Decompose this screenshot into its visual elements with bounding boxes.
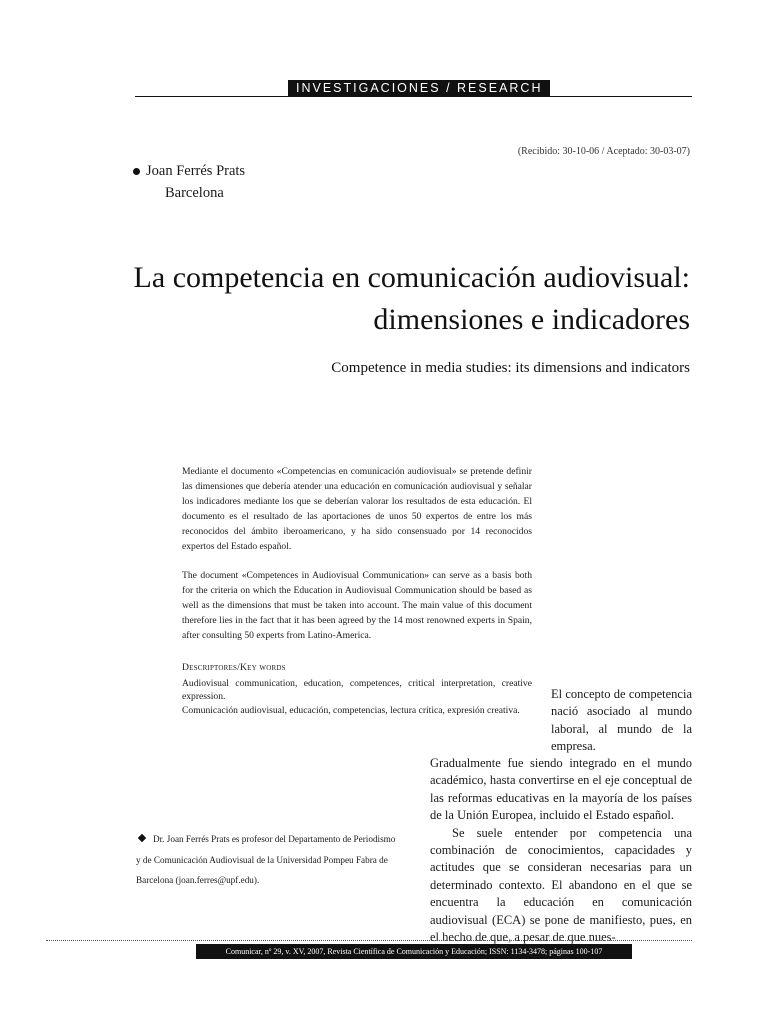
body-paragraph-2: Se suele entender por competencia una combinación de conocimientos, capacidades y actitudes que se consideran necesarias para un determinado contexto. El abandono en el que se encuentra la educación en comunicación audiovisual (ECA) se pone de manifiesto, pues, en el hecho de que, a pesar de que nues-	[430, 825, 692, 945]
body-column	[430, 755, 692, 946]
author-block	[133, 160, 245, 204]
bullet-icon	[133, 168, 140, 175]
footer-dotted-rule	[46, 940, 692, 941]
author-footnote	[136, 829, 396, 891]
diamond-icon	[138, 834, 146, 842]
author-city: Barcelona	[165, 185, 224, 201]
received-accepted-dates: (Recibido: 30-10-06 / Aceptado: 30-03-07)	[517, 146, 690, 157]
journal-footer: Comunicar, nº 29, v. XV, 2007, Revista Científica de Comunicación y Educación; ISSN: 1134-3478; páginas 100-107	[196, 944, 632, 959]
body-paragraph-1-start: El concepto de competencia nació asociado al mundo laboral, al mundo de la empresa.	[551, 687, 692, 754]
keywords-english: Audiovisual communication, education, competences, critical interpretation, creative expression.	[182, 677, 532, 702]
footnote-text: es profesor del Departamento de Periodismo y de Comunicación Audiovisual de la Universidad Pompeu Fabra de Barcelona (joan.ferres@upf.edu).	[136, 834, 396, 885]
article-title: La competencia en comunicación audiovisual: dimensiones e indicadores	[133, 261, 690, 336]
article-subtitle: Competence in media studies: its dimensions and indicators	[331, 360, 690, 376]
footnote-author-name: Dr. Joan Ferrés Prats	[153, 834, 230, 844]
author-name-line	[133, 160, 245, 182]
section-label: INVESTIGACIONES / RESEARCH	[288, 80, 550, 96]
abstract-english: The document «Competences in Audiovisual Communication» can serve as a basis both for the criteria on which the Education in Audiovisual Communication should be based as well as the dimensions that must be taken into account. The main value of this document therefore lies in the fact that it has been agreed by the 14 most renowned experts in Spain, after consulting 50 experts from Latino-America.	[182, 570, 532, 641]
keywords-heading: Descriptores/Key words	[182, 662, 286, 673]
keywords-block	[182, 661, 532, 717]
body-paragraph-1-continued: Gradualmente fue siendo integrado en el mundo académico, hasta convertirse en el eje conceptual de las reformas educativas en la mayoría de los países de la Unión Europea, incluido el Estado español.	[430, 756, 692, 823]
abstract-spanish: Mediante el documento «Competencias en comunicación audiovisual» se pretende definir las dimensiones que debería atender una educación en comunicación audiovisual y señalar los indicadores mediante los que se deberían valorar los resultados de esta educación. El documento es el resultado de las aportaciones de unos 50 expertos de entre los más reconocidos del ámbito iberoamericano, y ha sido consensuado por 14 reconocidos expertos del Estado español.	[182, 466, 532, 552]
keywords-spanish: Comunicación audiovisual, educación, competencias, lectura crítica, expresión creativa.	[182, 704, 520, 716]
section-rule	[135, 96, 692, 97]
author-name: Joan Ferrés Prats	[146, 163, 246, 179]
